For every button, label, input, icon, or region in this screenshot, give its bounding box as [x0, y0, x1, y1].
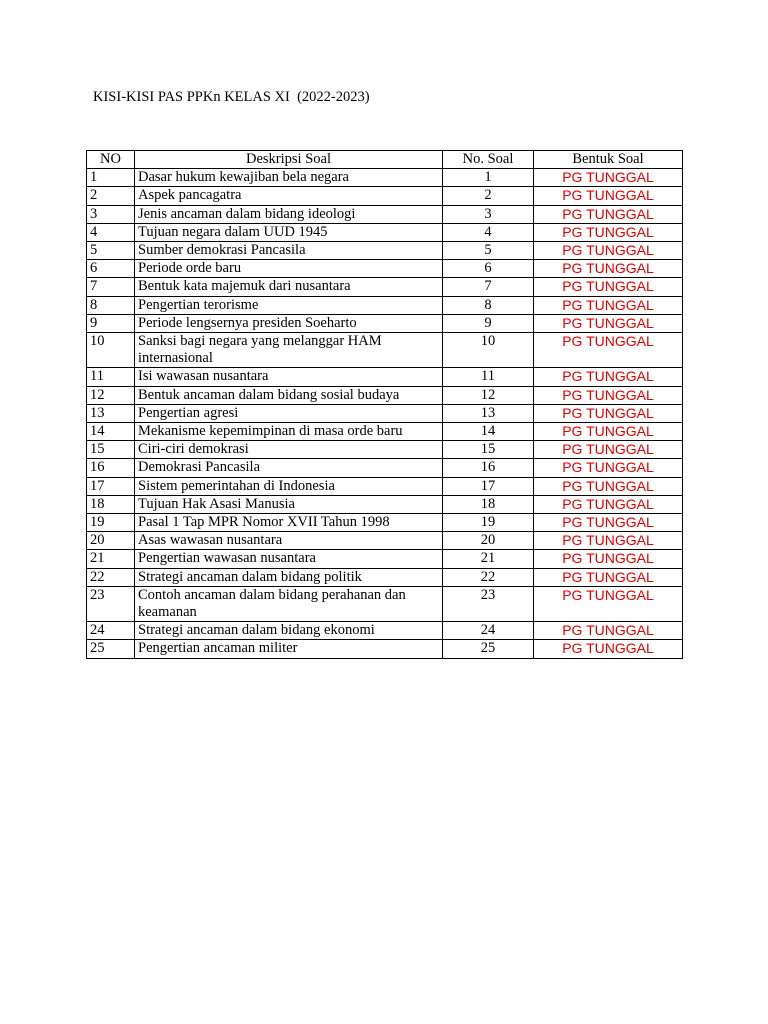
cell-deskripsi: Sanksi bagi negara yang melanggar HAM internasional [135, 333, 443, 368]
cell-no-soal: 6 [443, 260, 534, 278]
table-row [87, 242, 683, 260]
cell-deskripsi: Periode orde baru [135, 260, 443, 278]
cell-no: 1 [87, 169, 135, 187]
cell-no-soal: 13 [443, 404, 534, 422]
header-no: NO [87, 151, 135, 169]
cell-no-soal: 19 [443, 514, 534, 532]
document-title: KISI-KISI PAS PPKn KELAS XI (2022-2023) [93, 89, 370, 105]
cell-bentuk-soal: PG TUNGGAL [534, 242, 683, 260]
cell-bentuk-soal: PG TUNGGAL [534, 423, 683, 441]
cell-no: 19 [87, 514, 135, 532]
cell-no: 4 [87, 223, 135, 241]
table-row [87, 404, 683, 422]
table-row [87, 477, 683, 495]
cell-bentuk-soal: PG TUNGGAL [534, 278, 683, 296]
table-row [87, 568, 683, 586]
cell-no: 13 [87, 404, 135, 422]
header-deskripsi: Deskripsi Soal [135, 151, 443, 169]
cell-no-soal: 18 [443, 495, 534, 513]
header-no-soal: No. Soal [443, 151, 534, 169]
cell-no-soal: 3 [443, 205, 534, 223]
cell-no: 8 [87, 296, 135, 314]
cell-deskripsi: Bentuk ancaman dalam bidang sosial budaya [135, 386, 443, 404]
cell-no-soal: 4 [443, 223, 534, 241]
cell-bentuk-soal: PG TUNGGAL [534, 441, 683, 459]
cell-bentuk-soal: PG TUNGGAL [534, 514, 683, 532]
cell-bentuk-soal: PG TUNGGAL [534, 296, 683, 314]
cell-no: 7 [87, 278, 135, 296]
table-row [87, 260, 683, 278]
table-row [87, 386, 683, 404]
cell-bentuk-soal: PG TUNGGAL [534, 404, 683, 422]
cell-bentuk-soal: PG TUNGGAL [534, 568, 683, 586]
cell-no-soal: 1 [443, 169, 534, 187]
cell-no: 10 [87, 333, 135, 368]
cell-deskripsi: Pengertian agresi [135, 404, 443, 422]
table-row [87, 296, 683, 314]
cell-no: 23 [87, 586, 135, 621]
table-row [87, 278, 683, 296]
cell-bentuk-soal: PG TUNGGAL [534, 205, 683, 223]
cell-no: 21 [87, 550, 135, 568]
table-row [87, 459, 683, 477]
cell-no-soal: 23 [443, 586, 534, 621]
cell-deskripsi: Pengertian wawasan nusantara [135, 550, 443, 568]
cell-no: 25 [87, 640, 135, 658]
cell-bentuk-soal: PG TUNGGAL [534, 495, 683, 513]
cell-bentuk-soal: PG TUNGGAL [534, 640, 683, 658]
cell-no-soal: 20 [443, 532, 534, 550]
cell-no-soal: 21 [443, 550, 534, 568]
cell-bentuk-soal: PG TUNGGAL [534, 368, 683, 386]
table-row [87, 205, 683, 223]
table-header-row [87, 151, 683, 169]
table-row [87, 640, 683, 658]
cell-deskripsi: Periode lengsernya presiden Soeharto [135, 314, 443, 332]
cell-deskripsi: Ciri-ciri demokrasi [135, 441, 443, 459]
cell-bentuk-soal: PG TUNGGAL [534, 260, 683, 278]
cell-no: 9 [87, 314, 135, 332]
cell-no: 5 [87, 242, 135, 260]
table-row [87, 495, 683, 513]
cell-no: 2 [87, 187, 135, 205]
table-row [87, 368, 683, 386]
cell-bentuk-soal: PG TUNGGAL [534, 314, 683, 332]
cell-no-soal: 5 [443, 242, 534, 260]
table-row [87, 223, 683, 241]
cell-no-soal: 14 [443, 423, 534, 441]
table-row [87, 314, 683, 332]
cell-no-soal: 2 [443, 187, 534, 205]
table-row [87, 622, 683, 640]
kisi-kisi-table [86, 150, 683, 659]
cell-deskripsi: Demokrasi Pancasila [135, 459, 443, 477]
cell-no-soal: 8 [443, 296, 534, 314]
table-row [87, 187, 683, 205]
cell-no: 16 [87, 459, 135, 477]
cell-deskripsi: Isi wawasan nusantara [135, 368, 443, 386]
cell-no: 20 [87, 532, 135, 550]
cell-no-soal: 24 [443, 622, 534, 640]
table-row [87, 423, 683, 441]
cell-bentuk-soal: PG TUNGGAL [534, 169, 683, 187]
table-row [87, 333, 683, 368]
cell-deskripsi: Tujuan Hak Asasi Manusia [135, 495, 443, 513]
cell-bentuk-soal: PG TUNGGAL [534, 459, 683, 477]
cell-bentuk-soal: PG TUNGGAL [534, 477, 683, 495]
cell-no: 18 [87, 495, 135, 513]
cell-deskripsi: Strategi ancaman dalam bidang politik [135, 568, 443, 586]
cell-bentuk-soal: PG TUNGGAL [534, 586, 683, 621]
cell-bentuk-soal: PG TUNGGAL [534, 333, 683, 368]
cell-deskripsi: Pasal 1 Tap MPR Nomor XVII Tahun 1998 [135, 514, 443, 532]
cell-deskripsi: Contoh ancaman dalam bidang perahanan dan keamanan [135, 586, 443, 621]
cell-deskripsi: Bentuk kata majemuk dari nusantara [135, 278, 443, 296]
cell-deskripsi: Pengertian ancaman militer [135, 640, 443, 658]
cell-bentuk-soal: PG TUNGGAL [534, 532, 683, 550]
table-body [87, 169, 683, 658]
cell-no-soal: 7 [443, 278, 534, 296]
cell-no: 22 [87, 568, 135, 586]
cell-no-soal: 11 [443, 368, 534, 386]
cell-bentuk-soal: PG TUNGGAL [534, 550, 683, 568]
cell-no-soal: 25 [443, 640, 534, 658]
cell-deskripsi: Tujuan negara dalam UUD 1945 [135, 223, 443, 241]
cell-deskripsi: Pengertian terorisme [135, 296, 443, 314]
table-row [87, 532, 683, 550]
cell-bentuk-soal: PG TUNGGAL [534, 187, 683, 205]
cell-no-soal: 9 [443, 314, 534, 332]
cell-no-soal: 15 [443, 441, 534, 459]
cell-deskripsi: Strategi ancaman dalam bidang ekonomi [135, 622, 443, 640]
cell-deskripsi: Aspek pancagatra [135, 187, 443, 205]
cell-no: 12 [87, 386, 135, 404]
table-row [87, 550, 683, 568]
cell-deskripsi: Jenis ancaman dalam bidang ideologi [135, 205, 443, 223]
cell-no: 6 [87, 260, 135, 278]
cell-no-soal: 17 [443, 477, 534, 495]
cell-no-soal: 22 [443, 568, 534, 586]
cell-deskripsi: Sumber demokrasi Pancasila [135, 242, 443, 260]
cell-bentuk-soal: PG TUNGGAL [534, 386, 683, 404]
cell-no-soal: 12 [443, 386, 534, 404]
header-bentuk-soal: Bentuk Soal [534, 151, 683, 169]
cell-bentuk-soal: PG TUNGGAL [534, 223, 683, 241]
cell-no-soal: 10 [443, 333, 534, 368]
cell-no: 24 [87, 622, 135, 640]
cell-no: 15 [87, 441, 135, 459]
cell-deskripsi: Mekanisme kepemimpinan di masa orde baru [135, 423, 443, 441]
cell-deskripsi: Dasar hukum kewajiban bela negara [135, 169, 443, 187]
table-row [87, 169, 683, 187]
cell-deskripsi: Sistem pemerintahan di Indonesia [135, 477, 443, 495]
cell-bentuk-soal: PG TUNGGAL [534, 622, 683, 640]
table-row [87, 441, 683, 459]
cell-deskripsi: Asas wawasan nusantara [135, 532, 443, 550]
cell-no: 17 [87, 477, 135, 495]
cell-no: 14 [87, 423, 135, 441]
table-row [87, 586, 683, 621]
table-row [87, 514, 683, 532]
cell-no: 11 [87, 368, 135, 386]
cell-no: 3 [87, 205, 135, 223]
cell-no-soal: 16 [443, 459, 534, 477]
